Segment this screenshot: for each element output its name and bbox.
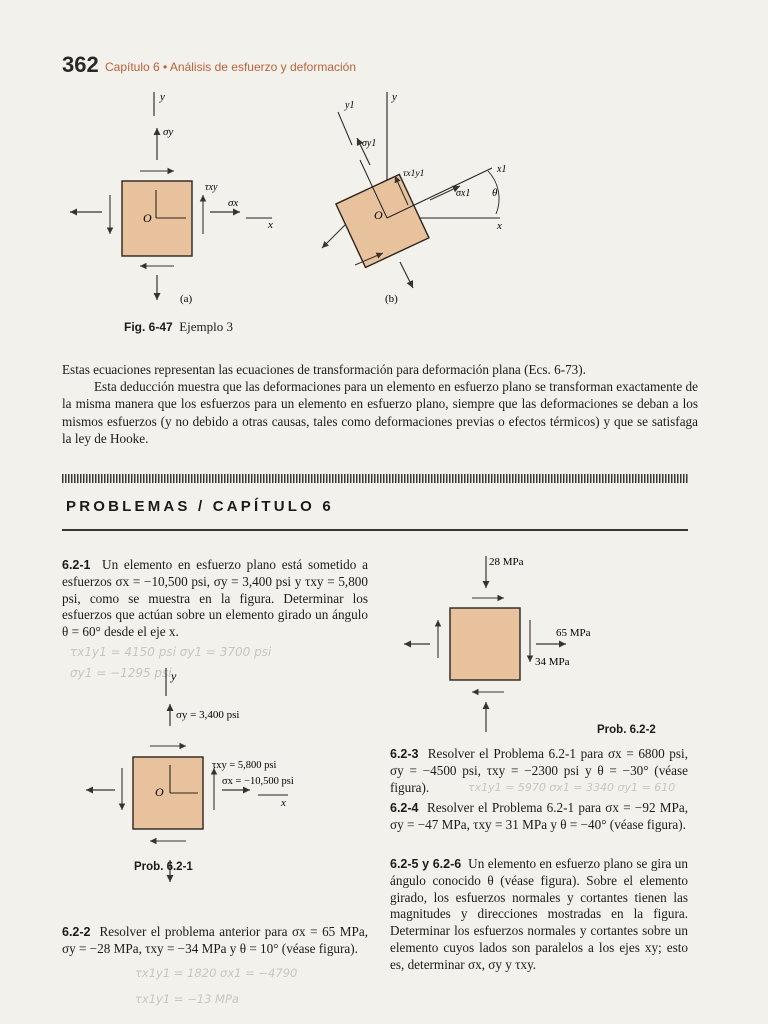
intro-paragraph-2: Esta deducción muestra que las deformaciones para un elemento en esfuerzo plano se transforman exactamente de la misma manera que los esfuerzos para un elemento en esfuerzo plano, siempre que las deformaciones se deban a los mismos esfuerzos (y no debido a otras causas, tales como deformaciones previas o efectos térmicos) y que se satisfaga la ley de Hooke.	[62, 379, 698, 446]
figure-prob-6-2-2	[390, 548, 690, 738]
fig-a-label: (a)	[180, 293, 193, 305]
fig621-x: x	[281, 797, 286, 809]
section-rule	[62, 529, 688, 531]
problem-6-2-4	[390, 800, 688, 834]
problem-number: 6.2-1	[62, 558, 91, 572]
problem-text: Resolver el problema anterior para σx = 65 MPa, σy = −28 MPa, τxy = −34 MPa y θ = 10° (véase figura).	[62, 924, 368, 956]
fig-a-sigma-y: σy	[163, 126, 174, 138]
fig621-label: Prob. 6.2-1	[134, 861, 193, 873]
fig622-top: 28 MPa	[489, 556, 524, 568]
handwritten-note-1: τx1y1 = 4150 psi σy1 = 3700 psi	[70, 645, 272, 659]
fig-b-label: (b)	[385, 293, 398, 305]
handwritten-note-3: τx1y1 = 5970 σx1 = 3340 σy1 = 610	[468, 781, 676, 794]
fig622-right: 65 MPa	[556, 627, 591, 639]
problem-number: 6.2-3	[390, 747, 419, 761]
fig622-label: Prob. 6.2-2	[597, 724, 656, 736]
handwritten-note-2: σy1 = −1295 psi	[70, 666, 172, 680]
intro-text	[62, 361, 698, 447]
fig621-origin: O	[155, 785, 164, 799]
fig621-y: y	[171, 669, 177, 683]
fig-b-x1-label: x1	[497, 164, 507, 175]
problem-number: 6.2-2	[62, 925, 91, 939]
figure-caption-text: Ejemplo 3	[179, 319, 233, 334]
dotted-divider	[62, 474, 688, 483]
fig-a-y-label: y	[160, 91, 165, 103]
chapter-running-head: Capítulo 6 • Análisis de esfuerzo y deformación	[105, 60, 357, 74]
fig-a-sigma-x: σx	[228, 197, 239, 209]
figure-caption	[124, 319, 233, 335]
figure-caption-label: Fig. 6-47	[124, 320, 173, 334]
fig-b-tau: τx1y1	[403, 169, 425, 179]
fig-b-theta: θ	[492, 187, 498, 199]
figure-a-element	[70, 91, 273, 305]
problem-text: Un elemento en esfuerzo plano se gira un ángulo conocido θ (véase figura). Sobre el elemento girado, los esfuerzos normales y cortantes tienen las magnitudes y direcciones mostradas en la figura. Determinar los esfuerzos normales y cortantes sobre un elemento cuyos lados son paralelos a los ejes xy; esto es, determinar σx, σy y τxy.	[390, 856, 688, 972]
fig622-shear: 34 MPa	[535, 656, 570, 668]
figure-prob-6-2-1	[0, 660, 370, 890]
section-title: PROBLEMAS / CAPÍTULO 6	[66, 498, 334, 515]
handwritten-note-5: τx1y1 = −13 MPa	[135, 992, 239, 1006]
problem-text: Un elemento en esfuerzo plano está sometido a esfuerzos σx = −10,500 psi, σy = 3,400 psi y τxy = 5,800 psi, como se muestra en la figura. Determinar los esfuerzos que actúan sobre un elemento girado un ángulo θ = 60° desde el eje x.	[62, 557, 368, 640]
fig-a-tau: τxy	[205, 182, 218, 193]
problem-text: Resolver el Problema 6.2-1 para σx = −92 MPa, σy = −47 MPa, τxy = 31 MPa y θ = −40° (véase figura).	[390, 800, 688, 832]
problem-number: 6.2-4	[390, 801, 419, 815]
handwritten-note-4: τx1y1 = 1820 σx1 = −4790	[135, 966, 298, 980]
intro-paragraph-1: Estas ecuaciones representan las ecuaciones de transformación para deformación plana (Ecs. 6-73).	[62, 362, 586, 377]
fig-a-origin: O	[143, 211, 152, 225]
figure-b-element	[322, 91, 506, 305]
fig621-sigma-y: σy = 3,400 psi	[176, 709, 240, 721]
fig-b-origin: O	[374, 208, 383, 222]
problem-6-2-1	[62, 557, 368, 641]
fig-b-y1-label: y1	[345, 100, 355, 111]
fig-b-sigma-x1: σx1	[456, 188, 471, 199]
fig-b-x-label: x	[497, 220, 502, 232]
page-number: 362	[62, 52, 99, 77]
problem-text: Resolver el Problema 6.2-1 para σx = 6800 psi, σy = −4500 psi, τxy = −2300 psi y θ = −30° (véase figura).	[390, 746, 688, 795]
fig-a-x-label: x	[268, 219, 273, 231]
fig-b-y-label: y	[392, 91, 397, 103]
problem-6-2-2	[62, 924, 368, 958]
problem-6-2-5-6	[390, 856, 688, 974]
fig621-sigma-x: σx = −10,500 psi	[222, 776, 294, 787]
fig621-tau: τxy = 5,800 psi	[212, 760, 277, 771]
figure-6-47	[0, 0, 768, 330]
problem-number: 6.2-5 y 6.2-6	[390, 857, 462, 871]
fig-b-sigma-y1: σy1	[362, 138, 377, 149]
